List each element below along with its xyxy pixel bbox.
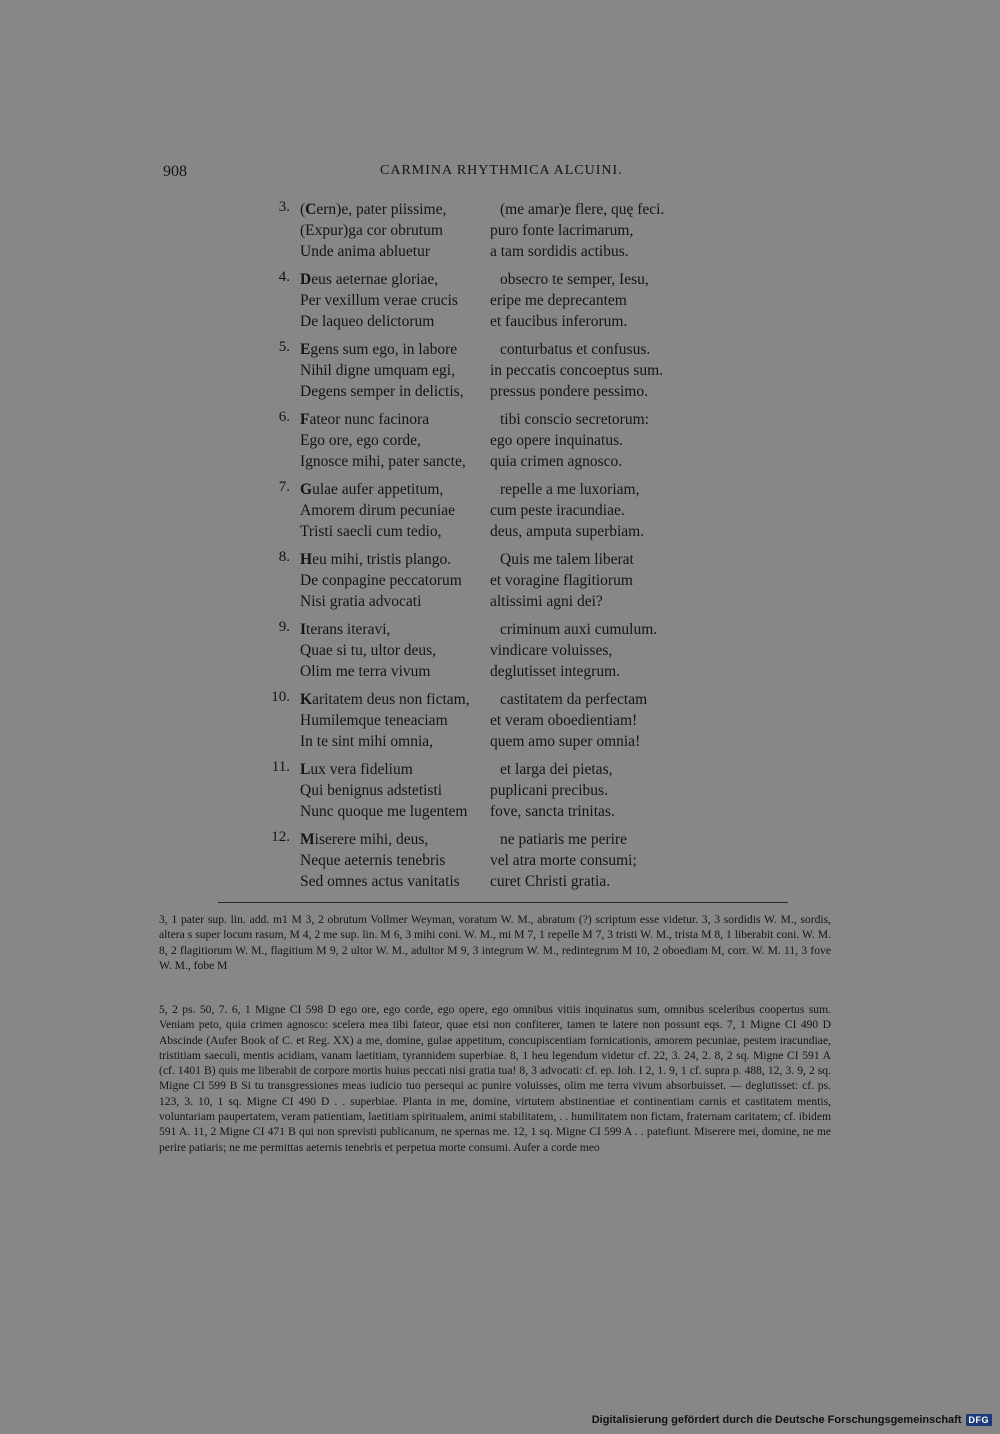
verse-second-half: (me amar)e flere, quę feci. xyxy=(500,201,665,218)
verse-line xyxy=(300,241,810,262)
verse-second-half: conturbatus et confusus. xyxy=(500,341,651,358)
verse-first-half: Miserere mihi, deus, xyxy=(300,831,429,848)
verse-second-half: deus, amputa superbiam. xyxy=(490,523,645,540)
verse-line xyxy=(300,521,810,542)
critical-apparatus xyxy=(159,912,831,973)
stanza-number: 7. xyxy=(278,479,290,495)
source-notes xyxy=(159,1002,831,1155)
verse-first-half: Lux vera fidelium xyxy=(300,761,413,778)
verse-first-half: Ignosce mihi, pater sancte, xyxy=(300,453,466,470)
verse-line xyxy=(300,220,810,241)
verse-line xyxy=(300,409,810,430)
verse-line xyxy=(300,451,810,472)
initial-letter: D xyxy=(300,271,312,288)
footnote-rule xyxy=(218,902,788,903)
stanza xyxy=(250,829,810,892)
verse-line xyxy=(300,731,810,752)
initial-letter: C xyxy=(305,201,317,218)
verse-second-half: quem amo super omnia! xyxy=(490,733,641,750)
verse-line xyxy=(300,199,810,220)
credit-text: Digitalisierung gefördert durch die Deutsche Forschungsgemeinschaft xyxy=(591,1414,962,1426)
verse-line xyxy=(300,759,810,780)
verse-first-half: Karitatem deus non fictam, xyxy=(300,691,470,708)
stanza-number: 10. xyxy=(271,689,290,705)
stanza-number: 5. xyxy=(278,339,290,355)
verse-line xyxy=(300,570,810,591)
verse-first-half: Quae si tu, ultor deus, xyxy=(300,642,437,659)
verse-first-half: Humilemque teneaciam xyxy=(300,712,448,729)
verse-second-half: curet Christi gratia. xyxy=(490,873,611,890)
sources-text: 5, 2 ps. 50, 7. 6, 1 Migne CI 598 D ego ore, ego corde, ego opere, ego omnibus vitiis inquinatus sum, omnibus sceleribus coopertus sum. Veniam peto, quia crimen agnosco: scelera mea tibi fateor, quae etsi non confiterer, tamen te latere non possunt eqs. 7, 1 Migne CI 490 D Abscinde (Aufer Book of C. et Reg. XX) a me, domine, gulae appetitum, concupiscentiam fornicationis, amorem pecuniae, pestem iracundiae, tristitiam saeculi, mentis acidiam, vanam laetitiam, tyrannidem superbiae. 8, 1 heu legendum videtur cf. 22, 3. 24, 2. 8, 2 sq. Migne CI 591 A (cf. 1401 B) quis me liberabit de corpore mortis huius peccati nisi gratia tua! 8, 3 advocati: cf. ep. Ioh. I 2, 1. 9, 1 cf. supra p. 488, 12, 3. 9, 2 sq. Migne CI 599 B Si tu transgressiones meas iudicio tuo persequi ac punire voluisses, olim me terra vivum absorbuisset. — deglutisset: cf. ps. 123, 3. 10, 1 sq. Migne CI 490 D . . superbiae. Planta in me, domine, virtutem abstinentiae et continentiam carnis et castitatem mentis, voluntariam paupertatem, veram patientiam, laetitiam spiritualem, animi stabilitatem, . . humilitatem non fictam, fraternam caritatem; cf. ibidem 591 A. 11, 2 Migne CI 471 B qui non sprevisti publicanum, ne spernas me. 12, 1 sq. Migne CI 599 A . . patefiunt. Miserere mei, domine, ne me perire patiaris; ne me permittas aeternis tenebris et perpetua morte consumi. Aufer a corde meo xyxy=(159,1003,831,1154)
verse-line xyxy=(300,549,810,570)
verse-line xyxy=(300,850,810,871)
verse-first-half: In te sint mihi omnia, xyxy=(300,733,434,750)
verse-first-half: Unde anima abluetur xyxy=(300,243,430,260)
verse-first-half: Ego ore, ego corde, xyxy=(300,432,421,449)
stanza-number: 8. xyxy=(278,549,290,565)
verse-second-half: pressus pondere pessimo. xyxy=(490,383,648,400)
verse-second-half: et larga dei pietas, xyxy=(500,761,613,778)
verse-line xyxy=(300,479,810,500)
verse-second-half: quia crimen agnosco. xyxy=(490,453,623,470)
verse-second-half: tibi conscio secretorum: xyxy=(500,411,649,428)
verse-second-half: deglutisset integrum. xyxy=(490,663,621,680)
verse-line xyxy=(300,801,810,822)
stanza xyxy=(250,269,810,332)
verse-line xyxy=(300,829,810,850)
verse-line xyxy=(300,640,810,661)
verse-first-half: Deus aeternae gloriae, xyxy=(300,271,439,288)
verse-second-half: obsecro te semper, Iesu, xyxy=(500,271,649,288)
stanza-number: 12. xyxy=(271,829,290,845)
verse-second-half: a tam sordidis actibus. xyxy=(490,243,629,260)
verse-first-half: Per vexillum verae crucis xyxy=(300,292,458,309)
verse-first-half: Neque aeternis tenebris xyxy=(300,852,446,869)
verse-line xyxy=(300,360,810,381)
verse-first-half: Nisi gratia advocati xyxy=(300,593,422,610)
verse-second-half: ego opere inquinatus. xyxy=(490,432,624,449)
stanza-number: 4. xyxy=(278,269,290,285)
verse-first-half: De conpagine peccatorum xyxy=(300,572,462,589)
verse-second-half: puplicani precibus. xyxy=(490,782,608,799)
verse-first-half: Tristi saecli cum tedio, xyxy=(300,523,442,540)
initial-letter: F xyxy=(300,411,310,428)
initial-letter: L xyxy=(300,761,311,778)
initial-letter: H xyxy=(300,551,313,568)
stanza xyxy=(250,549,810,612)
initial-letter: M xyxy=(300,831,315,848)
initial-letter: K xyxy=(300,691,313,708)
verse-first-half: Sed omnes actus vanitatis xyxy=(300,873,460,890)
verse-second-half: puro fonte lacrimarum, xyxy=(490,222,634,239)
verse-first-half: Egens sum ego, in labore xyxy=(300,341,458,358)
initial-letter: I xyxy=(300,621,307,638)
verse-second-half: et faucibus inferorum. xyxy=(490,313,628,330)
verse-first-half: Amorem dirum pecuniae xyxy=(300,502,455,519)
verse-second-half: vel atra morte consumi; xyxy=(490,852,637,869)
verse-second-half: criminum auxi cumulum. xyxy=(500,621,658,638)
verse-line xyxy=(300,619,810,640)
dfg-logo-icon: DFG xyxy=(966,1414,993,1426)
verse-second-half: Quis me talem liberat xyxy=(500,551,634,568)
verse-second-half: castitatem da perfectam xyxy=(500,691,648,708)
stanza xyxy=(250,199,810,262)
verse-first-half: Degens semper in delictis, xyxy=(300,383,464,400)
initial-letter: G xyxy=(300,481,313,498)
verse-first-half: (Expur)ga cor obrutum xyxy=(300,222,443,239)
stanza-number: 11. xyxy=(271,759,290,775)
stanza xyxy=(250,479,810,542)
stanza-number: 6. xyxy=(278,409,290,425)
running-title: CARMINA RHYTHMICA ALCUINI. xyxy=(380,163,623,178)
stanza-number: 3. xyxy=(278,199,290,215)
stanza xyxy=(250,619,810,682)
verse-first-half: Nunc quoque me lugentem xyxy=(300,803,468,820)
verse-line xyxy=(300,339,810,360)
verse-second-half: altissimi agni dei? xyxy=(490,593,603,610)
verse-second-half: et veram oboedientiam! xyxy=(490,712,638,729)
verse-line xyxy=(300,871,810,892)
apparatus-text: 3, 1 pater sup. lin. add. m1 M 3, 2 obrutum Vollmer Weyman, voratum W. M., abratum (?) scriptum esse videtur. 3, 3 sordidis W. M., sordis, altera s super locum rasum, M 4, 2 me sup. lin. M 6, 3 mihi coni. W. M., mi M 7, 1 repelle M 7, 3 tristi W. M., trista M 8, 1 liberabit coni. W. M. 8, 2 flagitiorum W. M., flagitium M 9, 2 ultor W. M., adultor M 9, 3 integrum W. M., redintegrum M 10, 2 oboediam M, corr. W. M. 11, 3 fove W. M., fobe M xyxy=(159,913,831,972)
stanza xyxy=(250,339,810,402)
initial-letter: E xyxy=(300,341,311,358)
verse-line xyxy=(300,710,810,731)
verse-second-half: vindicare voluisses, xyxy=(490,642,613,659)
verse-line xyxy=(300,780,810,801)
verse-second-half: ne patiaris me perire xyxy=(500,831,627,848)
verse-line xyxy=(300,269,810,290)
verse-second-half: repelle a me luxoriam, xyxy=(500,481,640,498)
verse-first-half: Heu mihi, tristis plango. xyxy=(300,551,452,568)
stanza xyxy=(250,689,810,752)
page-number: 908 xyxy=(163,163,187,180)
verse-line xyxy=(300,689,810,710)
verse-second-half: eripe me deprecantem xyxy=(490,292,627,309)
poem-stanzas xyxy=(250,199,810,899)
verse-first-half: (Cern)e, pater piissime, xyxy=(300,201,447,218)
verse-second-half: in peccatis concoeptus sum. xyxy=(490,362,664,379)
verse-line xyxy=(300,591,810,612)
verse-first-half: Gulae aufer appetitum, xyxy=(300,481,444,498)
digitization-credit xyxy=(592,1414,992,1426)
verse-line xyxy=(300,500,810,521)
verse-first-half: Nihil digne umquam egi, xyxy=(300,362,455,379)
stanza xyxy=(250,759,810,822)
verse-line xyxy=(300,430,810,451)
verse-second-half: fove, sancta trinitas. xyxy=(490,803,615,820)
verse-second-half: et voragine flagitiorum xyxy=(490,572,633,589)
verse-line xyxy=(300,290,810,311)
verse-line xyxy=(300,661,810,682)
verse-first-half: De laqueo delictorum xyxy=(300,313,435,330)
verse-line xyxy=(300,311,810,332)
stanza-number: 9. xyxy=(278,619,290,635)
verse-first-half: Olim me terra vivum xyxy=(300,663,431,680)
verse-line xyxy=(300,381,810,402)
stanza xyxy=(250,409,810,472)
verse-first-half: Fateor nunc facinora xyxy=(300,411,430,428)
verse-first-half: Qui benignus adstetisti xyxy=(300,782,443,799)
verse-first-half: Iterans iteravi, xyxy=(300,621,391,638)
verse-second-half: cum peste iracundiae. xyxy=(490,502,625,519)
